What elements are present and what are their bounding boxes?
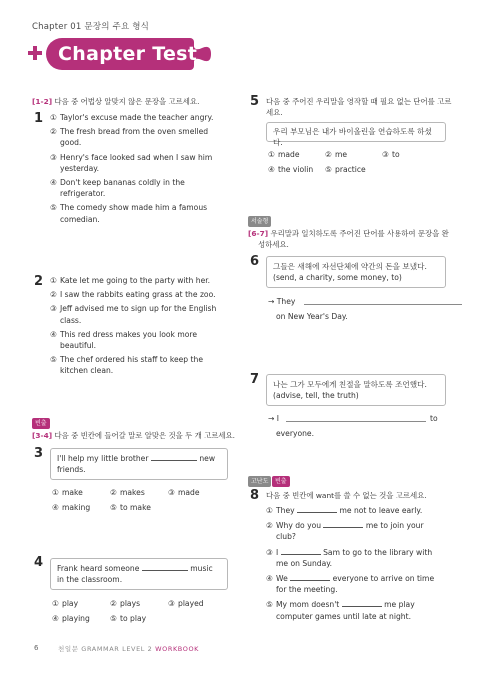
q2-option-1[interactable]: ① Kate let me going to the party with her. xyxy=(50,276,211,285)
question-number-5: 5 xyxy=(250,94,260,109)
q1-option-3[interactable]: ③ Henry's face looked sad when I saw him yesterday. xyxy=(50,152,213,173)
q1-option-1[interactable]: ① Taylor's excuse made the teacher angry. xyxy=(50,113,214,122)
q8-option-5[interactable]: ⑤ My mom doesn't me play computer games until late at night. xyxy=(266,600,415,621)
q1-option-5[interactable]: ⑤ The comedy show made him a famous comedian. xyxy=(50,203,208,224)
chapter-test-title: Chapter Test xyxy=(58,43,198,65)
question-5-options xyxy=(268,149,468,175)
q8-option-1[interactable]: ① They me not to leave early. xyxy=(266,506,423,515)
q3-blank xyxy=(151,453,197,461)
question-3-sentence-box: I'll help my little brother new friends. xyxy=(50,448,228,480)
question-4-options xyxy=(52,598,242,624)
question-number-8: 8 xyxy=(250,488,260,503)
q6-answer-line[interactable] xyxy=(304,297,462,305)
question-number-6: 6 xyxy=(250,254,260,269)
question-8-instruction: 다음 중 빈칸에 want를 쓸 수 없는 것을 고르세요. xyxy=(266,491,427,500)
question-1-options xyxy=(50,112,250,225)
question-4-sentence-box: Frank heard someone music in the classroom. xyxy=(50,558,228,590)
q4-option-3[interactable]: ③ played xyxy=(168,599,204,608)
question-number-1: 1 xyxy=(34,111,44,126)
q5-option-5[interactable]: ⑤ practice xyxy=(325,165,366,175)
q4-option-2[interactable]: ② plays xyxy=(110,599,141,608)
q3-option-4[interactable]: ④ making xyxy=(52,503,91,513)
q4-option-1[interactable]: ① play xyxy=(52,599,79,608)
q4-blank xyxy=(142,563,188,571)
page-number: 6 xyxy=(34,644,39,652)
q1-option-2[interactable]: ② The fresh bread from the oven smelled good. xyxy=(50,127,209,148)
q2-option-2[interactable]: ② I saw the rabbits eating grass at the zoo. xyxy=(50,290,216,300)
instruction-6-7: [6-7] 우리말과 일치하도록 주어진 단어를 사용하여 문장을 완 성하세요. xyxy=(248,229,449,249)
book-title: 천일문 GRAMMAR LEVEL 2 WORKBOOK xyxy=(58,645,200,653)
q8-option-3[interactable]: ③ I Sam to go to the library with me on Sunday. xyxy=(266,547,433,568)
q5-option-3[interactable]: ③ to xyxy=(382,150,400,159)
question-2-options xyxy=(50,275,250,377)
question-3-options xyxy=(52,487,242,513)
q7-answer-to: to xyxy=(430,414,438,423)
instruction-3-4: [3-4] 다음 중 빈칸에 들어갈 말로 알맞은 것을 두 개 고르세요. xyxy=(32,431,236,440)
q8-option-4[interactable]: ④ We everyone to arrive on time for the meeting. xyxy=(266,574,435,595)
q3-option-2[interactable]: ② makes xyxy=(110,488,145,497)
question-8-options xyxy=(266,505,476,622)
instruction-1-2: [1-2] 다음 중 어법상 알맞지 않은 문장을 고르세요. xyxy=(32,97,200,106)
q6-answer-ending: on New Year's Day. xyxy=(276,312,348,321)
q3-option-3[interactable]: ③ made xyxy=(168,488,200,497)
q2-option-4[interactable]: ④ This red dress makes you look more beautiful. xyxy=(50,329,198,351)
q7-answer-ending: everyone. xyxy=(276,429,314,438)
frequent-tag-q8: 빈출 xyxy=(272,476,290,487)
q2-option-5[interactable]: ⑤ The chef ordered his staff to keep the kitchen clean. xyxy=(50,355,204,376)
question-number-4: 4 xyxy=(34,555,44,570)
q3-option-1[interactable]: ① make xyxy=(52,488,83,497)
q3-option-5[interactable]: ⑤ to make xyxy=(110,503,151,513)
difficult-tag: 고난도 xyxy=(248,476,271,487)
question-6-answer: → They xyxy=(268,297,296,306)
q7-answer-line[interactable] xyxy=(286,414,426,422)
question-number-3: 3 xyxy=(34,446,44,461)
question-5-instruction: 다음 중 주어진 우리말을 영작할 때 필요 없는 단어를 고르 세요. xyxy=(266,97,452,117)
q5-option-1[interactable]: ① made xyxy=(268,150,300,159)
plus-icon xyxy=(28,46,42,60)
question-5-korean-box: 우리 부모님은 내가 바이올린을 연습하도록 하셨다. xyxy=(266,122,446,142)
q5-option-4[interactable]: ④ the violin xyxy=(268,165,314,175)
question-7-box: 나는 그가 모두에게 친절을 말하도록 조언했다. (advise, tell, the truth) xyxy=(266,374,446,406)
question-number-7: 7 xyxy=(250,372,260,387)
q1-option-4[interactable]: ④ Don't keep bananas coldly in the refrigerator. xyxy=(50,178,185,199)
q4-option-4[interactable]: ④ playing xyxy=(52,614,90,624)
descriptive-tag: 서술형 xyxy=(248,216,271,227)
frequent-tag: 빈출 xyxy=(32,418,50,429)
q4-option-5[interactable]: ⑤ to play xyxy=(110,614,147,624)
q5-option-2[interactable]: ② me xyxy=(325,150,348,159)
q2-option-3[interactable]: ③ Jeff advised me to sign up for the English class. xyxy=(50,304,217,325)
question-7-answer: → I xyxy=(268,414,280,423)
question-6-box: 그들은 새해에 자선단체에 약간의 돈을 보냈다. (send, a charity, some money, to) xyxy=(266,256,446,288)
chapter-label: Chapter 01 문장의 주요 형식 xyxy=(32,22,150,32)
q8-option-2[interactable]: ② Why do you me to join your club? xyxy=(266,521,424,542)
question-number-2: 2 xyxy=(34,274,44,289)
